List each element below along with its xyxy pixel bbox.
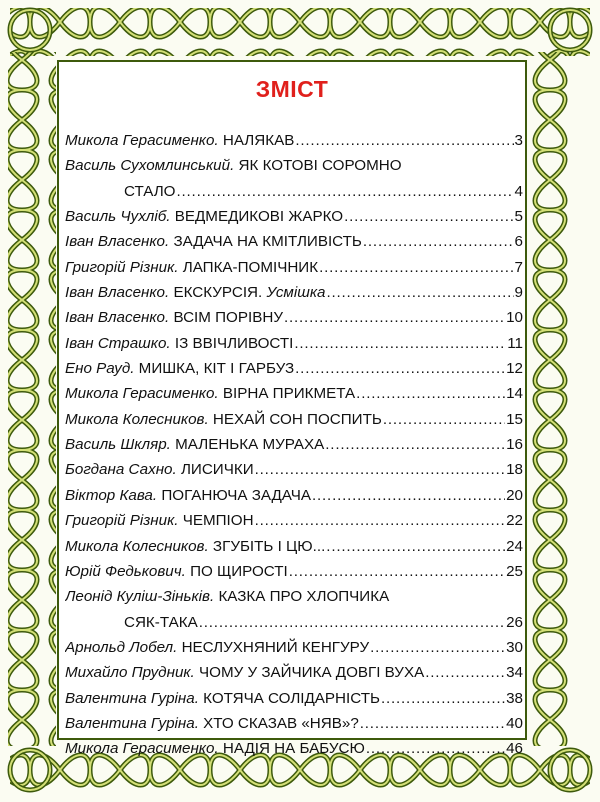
dot-leader bbox=[381, 686, 505, 711]
toc-entry bbox=[65, 660, 525, 685]
toc-author: Микола Колесников. bbox=[65, 410, 209, 428]
toc-title: КАЗКА ПРО ХЛОПЧИКА bbox=[218, 588, 390, 606]
toc-title: ІЗ ВВІЧЛИВОСТІ bbox=[174, 334, 294, 352]
dot-leader bbox=[294, 331, 506, 356]
toc-title: НАЛЯКАВ bbox=[222, 132, 295, 149]
toc-title: ЗАДАЧА НА КМІТЛИВІСТЬ bbox=[173, 233, 362, 251]
page-number: 10 bbox=[506, 309, 523, 327]
toc-line bbox=[65, 407, 525, 432]
toc-title: ЛАПКА-ПОМІЧНИК bbox=[182, 258, 319, 276]
toc-line bbox=[65, 229, 525, 254]
toc-author: Микола Герасименко. bbox=[65, 132, 219, 149]
toc-line bbox=[65, 686, 525, 711]
dot-leader bbox=[363, 229, 514, 254]
toc-author: Арнольд Лобел. bbox=[65, 638, 178, 656]
dot-leader bbox=[284, 305, 505, 330]
toc-line bbox=[65, 331, 525, 356]
dot-leader bbox=[383, 407, 505, 432]
toc-line bbox=[65, 153, 525, 178]
toc-entry bbox=[65, 559, 525, 584]
toc-author: Михайло Прудник. bbox=[65, 664, 195, 682]
toc-author: Іван Страшко. bbox=[65, 334, 171, 352]
toc-author: Микола Герасименко. bbox=[65, 740, 219, 758]
toc-title: ЧОМУ У ЗАЙЧИКА ДОВГІ ВУХА bbox=[199, 664, 425, 682]
page-number: 15 bbox=[506, 410, 523, 428]
toc-line bbox=[65, 255, 525, 280]
toc-entry bbox=[65, 381, 525, 406]
toc-line-continued bbox=[65, 179, 525, 204]
toc-line-continued bbox=[65, 610, 525, 635]
dot-leader bbox=[370, 635, 505, 660]
dot-leader bbox=[366, 736, 505, 761]
toc-author: Микола Герасименко. bbox=[65, 385, 219, 403]
table-of-contents bbox=[65, 128, 525, 762]
toc-line bbox=[65, 635, 525, 660]
toc-entry bbox=[65, 356, 525, 381]
dot-leader bbox=[312, 483, 505, 508]
toc-entry bbox=[65, 407, 525, 432]
toc-title: ВЕДМЕДИКОВІ ЖАРКО bbox=[174, 208, 344, 226]
toc-line bbox=[65, 483, 525, 508]
page-number: 40 bbox=[506, 714, 523, 732]
toc-author: Василь Чухліб. bbox=[65, 208, 171, 226]
page-number: 7 bbox=[514, 258, 523, 276]
toc-title-continued: СЯК-ТАКА bbox=[124, 613, 198, 631]
toc-line bbox=[65, 508, 525, 533]
dot-leader bbox=[425, 660, 505, 685]
toc-title: МАЛЕНЬКА МУРАХА bbox=[175, 436, 325, 454]
dot-leader bbox=[295, 356, 505, 381]
toc-entry bbox=[65, 255, 525, 280]
toc-line bbox=[65, 559, 525, 584]
toc-entry bbox=[65, 508, 525, 533]
toc-line bbox=[65, 305, 525, 330]
contents-panel bbox=[57, 60, 527, 758]
toc-title: ЛИСИЧКИ bbox=[180, 461, 254, 479]
page-number: 20 bbox=[506, 486, 523, 504]
dot-leader bbox=[255, 508, 506, 533]
toc-author: Микола Колесников. bbox=[65, 537, 209, 555]
page-number: 12 bbox=[506, 360, 523, 378]
toc-title: НЕСЛУХНЯНИЙ КЕНГУРУ bbox=[181, 638, 370, 656]
toc-title: ЕКСКУРСІЯ. bbox=[173, 284, 263, 302]
toc-title: ВІРНА ПРИКМЕТА bbox=[222, 385, 356, 403]
toc-title: ХТО СКАЗАВ «НЯВ»? bbox=[203, 714, 359, 732]
dot-leader bbox=[325, 432, 505, 457]
toc-author: Валентина Гуріна. bbox=[65, 714, 199, 732]
page-number: 9 bbox=[514, 284, 523, 302]
page-number: 24 bbox=[506, 537, 523, 555]
toc-entry bbox=[65, 153, 525, 204]
dot-leader bbox=[360, 711, 505, 736]
dot-leader bbox=[319, 255, 513, 280]
toc-entry bbox=[65, 229, 525, 254]
toc-author: Григорій Різник. bbox=[65, 512, 179, 530]
page-number: 14 bbox=[506, 385, 523, 403]
page-number: 11 bbox=[507, 334, 523, 352]
toc-line bbox=[65, 356, 525, 381]
toc-entry bbox=[65, 635, 525, 660]
dot-leader bbox=[326, 534, 505, 559]
toc-title: КОТЯЧА СОЛІДАРНІСТЬ bbox=[203, 689, 380, 707]
toc-author: Василь Сухомлинський. bbox=[65, 157, 235, 175]
toc-author: Валентина Гуріна. bbox=[65, 689, 199, 707]
page-number: 46 bbox=[506, 740, 523, 758]
toc-line bbox=[65, 584, 525, 609]
toc-line bbox=[65, 432, 525, 457]
toc-entry bbox=[65, 432, 525, 457]
toc-author: Леонід Куліш-Зіньків. bbox=[65, 588, 215, 606]
dot-leader bbox=[356, 381, 505, 406]
dot-leader bbox=[176, 179, 513, 204]
toc-entry bbox=[65, 280, 525, 305]
toc-line bbox=[65, 711, 525, 736]
toc-title: ВСІМ ПОРІВНУ bbox=[173, 309, 283, 327]
page-number: 5 bbox=[514, 208, 523, 226]
page-number: 25 bbox=[506, 562, 523, 580]
toc-author: Іван Власенко. bbox=[65, 309, 170, 327]
dot-leader bbox=[326, 280, 513, 305]
toc-entry bbox=[65, 204, 525, 229]
toc-title: НАДІЯ НА БАБУСЮ bbox=[222, 740, 365, 758]
toc-line bbox=[65, 204, 525, 229]
toc-subtitle: Усмішка bbox=[266, 284, 326, 302]
toc-author: Ено Рауд. bbox=[65, 360, 135, 378]
toc-title: МИШКА, КІТ І ГАРБУЗ bbox=[138, 360, 295, 378]
page-number: 22 bbox=[506, 512, 523, 530]
toc-author: Юрій Федькович. bbox=[65, 562, 186, 580]
toc-entry bbox=[65, 686, 525, 711]
dot-leader bbox=[344, 204, 513, 229]
toc-entry bbox=[65, 331, 525, 356]
page-number: 38 bbox=[506, 689, 523, 707]
toc-author: Віктор Кава. bbox=[65, 486, 158, 504]
toc-title: ЧЕМПІОН bbox=[182, 512, 254, 530]
toc-author: Григорій Різник. bbox=[65, 258, 179, 276]
toc-line bbox=[65, 128, 525, 153]
toc-title: ЗГУБІТЬ І ЦЮ... bbox=[212, 537, 326, 555]
dot-leader bbox=[255, 457, 505, 482]
toc-author: Богдана Сахно. bbox=[65, 461, 177, 479]
toc-entry bbox=[65, 534, 525, 559]
toc-title: ПО ЩИРОСТІ bbox=[190, 562, 288, 580]
toc-entry bbox=[65, 483, 525, 508]
dot-leader bbox=[199, 610, 505, 635]
page-number: 18 bbox=[506, 461, 523, 479]
toc-entry bbox=[65, 736, 525, 761]
page-title: ЗМІСТ bbox=[255, 76, 329, 102]
toc-line bbox=[65, 280, 525, 305]
toc-entry bbox=[65, 711, 525, 736]
toc-title: ЯК КОТОВІ СОРОМНО bbox=[238, 157, 402, 175]
toc-title: НЕХАЙ СОН ПОСПИТЬ bbox=[212, 410, 382, 428]
toc-line bbox=[65, 534, 525, 559]
dot-leader bbox=[289, 559, 505, 584]
toc-line bbox=[65, 381, 525, 406]
page-number: 16 bbox=[506, 436, 523, 454]
toc-author: Василь Шкляр. bbox=[65, 436, 171, 454]
page-number: 4 bbox=[514, 182, 523, 200]
toc-title-continued: СТАЛО bbox=[124, 182, 176, 200]
page-number: 34 bbox=[506, 664, 523, 682]
page-number: 26 bbox=[506, 613, 523, 631]
toc-line bbox=[65, 457, 525, 482]
page-number: 30 bbox=[506, 638, 523, 656]
toc-author: Іван Власенко. bbox=[65, 284, 170, 302]
toc-entry bbox=[65, 457, 525, 482]
page-number: 3 bbox=[514, 132, 523, 149]
toc-line bbox=[65, 736, 525, 761]
toc-author: Іван Власенко. bbox=[65, 233, 170, 251]
toc-title: ПОГАНЮЧА ЗАДАЧА bbox=[161, 486, 311, 504]
toc-entry bbox=[65, 584, 525, 635]
toc-line bbox=[65, 660, 525, 685]
dot-leader bbox=[295, 128, 513, 153]
toc-entry bbox=[65, 305, 525, 330]
toc-entry bbox=[65, 128, 525, 153]
page-number: 6 bbox=[514, 233, 523, 251]
